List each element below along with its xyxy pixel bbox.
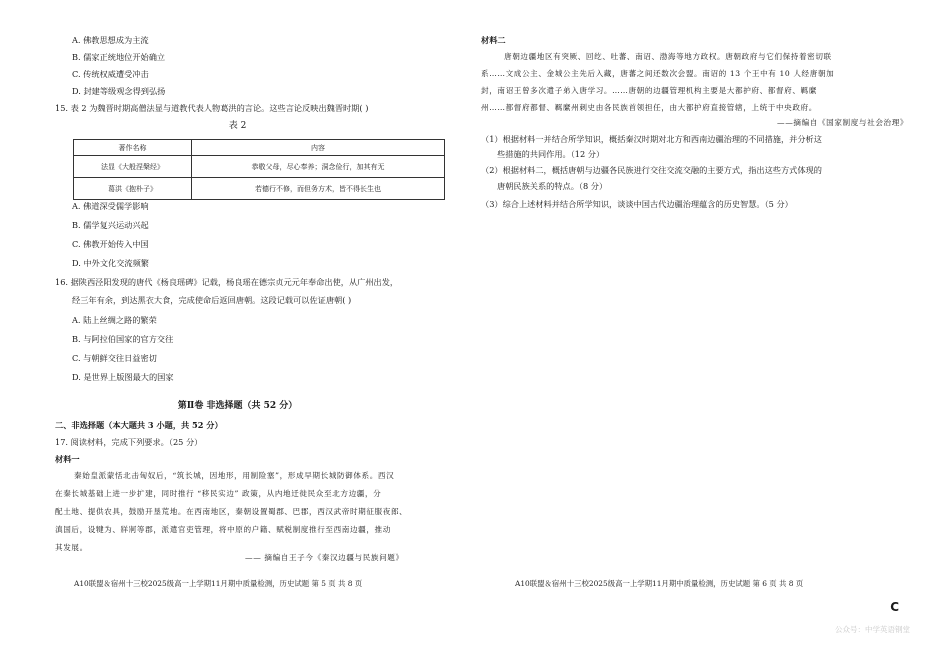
sub-question-1-line2: 些措施的共同作用。（12 分） [497, 149, 605, 159]
page-footer-left: A10联盟＆宿州十三校2025级高一上学期11月期中质量检测，历史试题 第 5 页 共 8 页 [74, 579, 363, 588]
material1-label: 材料一 [55, 454, 80, 464]
table-cell: 法显《大般涅槃经》 [74, 156, 192, 178]
material1-line: 滇国后，设犍为、牂牁等郡，派遣官吏管理，将中原的户籍、赋税制度推行至西南边疆，推动 [55, 525, 391, 534]
q15-option-b: B. 儒学复兴运动兴起 [72, 220, 149, 230]
material2-line: 唐朝边疆地区有突厥、回纥、吐蕃、南诏、渤海等地方政权。唐朝政府与它们保持着密切联 [504, 52, 832, 61]
q14-option-b: B. 儒家正统地位开始确立 [72, 52, 166, 62]
q14-option-d: D. 封建等级观念得到弘扬 [72, 86, 166, 96]
material1-line: 秦始皇派蒙恬北击匈奴后，“筑长城，因地形，用制险塞”，形成早期长城防御体系。西汉 [74, 471, 395, 480]
q15-stem: 15. 表 2 为魏晋时期高僧法显与道教代表人物葛洪的言论。这些言论反映出魏晋时期( ) [55, 103, 369, 113]
material2-source: ——摘编自《国家制度与社会治理》 [777, 118, 909, 127]
table-header-row [74, 140, 445, 156]
table-caption: 表 2 [228, 121, 247, 131]
q16-option-a: A. 陆上丝绸之路的繁荣 [72, 315, 157, 325]
data-table [73, 139, 445, 200]
q16-option-d: D. 是世界上版图最大的国家 [72, 372, 174, 382]
watermark: 公众号：中学英语钢堂 [835, 625, 910, 634]
material2-line: 系……文成公主、金城公主先后入藏，唐蕃之间还数次会盟。南诏的 13 个王中有 10 人经唐朝加 [481, 69, 835, 78]
q16-option-b: B. 与阿拉伯国家的官方交往 [72, 334, 174, 344]
sub-question-1-line1: （1）根据材料一并结合所学知识，概括秦汉时期对北方和西南边疆治理的不同措施，并分析这 [481, 134, 822, 144]
material1-line: 配土地、提供农具，鼓励开垦荒地。在西南地区，秦朝设置蜀郡、巴郡，西汉武帝时期征服夜郎、 [55, 507, 408, 516]
table-cell: 恭敬父母，尽心奉养；洞念俭行，加其有无 [192, 156, 445, 178]
section-title: 第Ⅱ卷 非选择题（共 52 分） [177, 401, 298, 411]
sub-question-3-line1: （3）综合上述材料并结合所学知识，谈谈中国古代边疆治理蕴含的历史智慧。（5 分） [481, 199, 793, 209]
q15-option-a: A. 佛道深受儒学影响 [72, 201, 149, 211]
q14-option-a: A. 佛教思想成为主流 [72, 35, 149, 45]
q15-option-d: D. 中外文化交流频繁 [72, 258, 149, 268]
material1-source: —— 摘编自王子今《秦汉边疆与民族问题》 [245, 553, 404, 562]
material2-line: 州……都督府都督、羁縻州刺史由各民族首领担任，由大都护府直接管辖，上统于中央政府。 [481, 103, 817, 112]
q14-option-c: C. 传统权威遭受冲击 [72, 69, 149, 79]
table-header: 著作名称 [74, 140, 192, 156]
q16-option-c: C. 与朝鲜交往日益密切 [72, 353, 157, 363]
q16-stem-line1: 16. 据陕西泾阳发现的唐代《杨良瑶碑》记载，杨良瑶在德宗贞元元年奉命出使，从广州出发， [55, 277, 399, 287]
table-cell: 葛洪《抱朴子》 [74, 178, 192, 200]
table-cell: 若德行不修，而但务方术，皆不得长生也 [192, 178, 445, 200]
q17-stem: 17. 阅读材料，完成下列要求。（25 分） [55, 437, 203, 447]
sub-question-2-line1: （2）根据材料二，概括唐朝与边疆各民族进行交往交流交融的主要方式，指出这些方式体现的 [481, 165, 822, 175]
table-header: 内容 [192, 140, 445, 156]
q16-stem-line2: 经三年有余，到达黑衣大食，完成使命后返回唐朝。这段记载可以佐证唐朝( ) [72, 295, 352, 305]
corner-mark: C [890, 600, 899, 614]
q15-option-c: C. 佛教开始传入中国 [72, 239, 149, 249]
section-subtitle: 二、非选择题（本大题共 3 小题，共 52 分） [55, 420, 223, 430]
material1-line: 其发展。 [55, 543, 88, 552]
sub-question-2-line2: 唐朝民族关系的特点。（8 分） [497, 181, 608, 191]
table-row [74, 178, 445, 200]
right-page [475, 0, 950, 646]
material1-line: 在秦长城基础上进一步扩建，同时推行 “移民实边” 政策，从内地迁徙民众至北方边疆，分 [55, 489, 382, 498]
table-row [74, 156, 445, 178]
page-footer-right: A10联盟＆宿州十三校2025级高一上学期11月期中质量检测，历史试题 第 6 页 共 8 页 [515, 579, 804, 588]
material2-label: 材料二 [481, 35, 506, 45]
material2-line: 封，南诏王曾多次遣子弟入唐学习。……唐朝的边疆管理机构主要是大都护府、都督府、羁縻 [481, 86, 817, 95]
